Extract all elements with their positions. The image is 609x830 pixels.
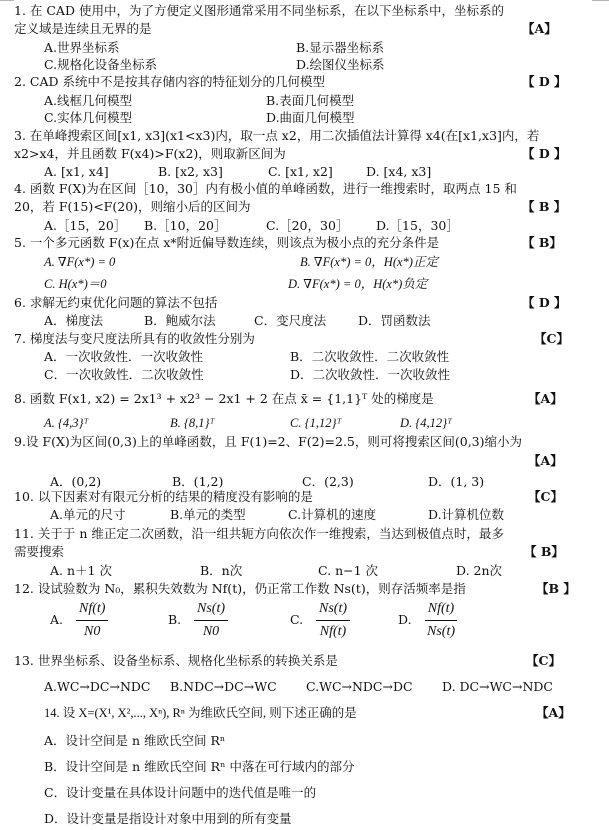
q5-answer: 【 B】 (522, 235, 562, 250)
q1-option-c: C.规格化设备坐标系 (44, 57, 158, 72)
q13-option-d: D. DC→WC→NDC (442, 679, 553, 694)
q6-answer: 【 D 】 (522, 295, 567, 310)
q12-option-a-fraction (76, 600, 108, 641)
q4-option-d: D.［15，30］ (376, 218, 459, 233)
q13-option-a: A.WC→DC→NDC (44, 679, 151, 694)
denominator: Nf(t) (319, 624, 347, 639)
q5-option-a: A. ∇F(x*) = 0 (44, 255, 116, 269)
q8-option-b: B. {8,1}ᵀ (170, 416, 215, 430)
q10-option-d: D.计算机位数 (428, 507, 505, 522)
q1-option-b: B.显示器坐标系 (296, 40, 385, 55)
q6-option-b: B．鲍威尔法 (144, 313, 216, 328)
q1-option-d: D.绘图仪坐标系 (296, 57, 385, 72)
q2-answer: 【 D 】 (522, 74, 567, 89)
page-edge-left (0, 0, 14, 1)
q14-option-c: C．设计变量在具体设计问题中的迭代值是唯一的 (44, 785, 317, 800)
q7-answer: 【C】 (534, 331, 569, 346)
numerator: Ns(t) (316, 600, 350, 621)
q7-option-d: D．二次收敛性．一次收敛性 (290, 367, 451, 382)
q11-option-b: B．n次 (200, 563, 243, 578)
q2-option-b: B.表面几何模型 (266, 93, 355, 108)
q7-option-b: B．二次收敛性．二次收敛性 (290, 349, 450, 364)
q6-option-d: D．罚函数法 (358, 313, 431, 328)
q14-stem: 14. 设 X=(X¹, X²,..., Xⁿ), Rⁿ 为维欧氏空间, 则下述正确的是 (44, 706, 357, 720)
q1-stem-line1: 1. 在 CAD 使用中，为了方便定义图形通常采用不同坐标系，在以下坐标系中，坐标系的 (14, 3, 504, 18)
q12-option-b-label: B. (168, 612, 182, 627)
q4-option-c: C.［20，30］ (266, 218, 349, 233)
q8-answer: 【A】 (528, 391, 563, 406)
q3-answer: 【 D 】 (522, 146, 567, 161)
numerator: Nf(t) (76, 600, 108, 621)
q10-option-c: C.计算机的速度 (288, 507, 377, 522)
q9-option-b: B．(1,2) (172, 474, 224, 489)
q2-stem: 2. CAD 系统中不是按其存储内容的特征划分的几何模型 (14, 74, 325, 89)
q6-option-a: A．梯度法 (44, 313, 104, 328)
q13-answer: 【C】 (526, 653, 561, 668)
q3-option-c: C. [x1, x2] (268, 164, 333, 179)
q12-option-c-fraction (316, 600, 350, 641)
q11-option-c: C. n−1 次 (318, 563, 379, 578)
q3-option-d: D. [x4, x3] (366, 164, 432, 179)
q9-stem: 9.设 F(X)为区间(0,3)上的单峰函数，且 F(1)=2、F(2)=2.5，则可将搜索区间(0,3)缩小为 (14, 434, 523, 449)
q13-stem: 13. 世界坐标系、设备坐标系、规格化坐标系的转换关系是 (14, 653, 338, 668)
q7-stem: 7. 梯度法与变尺度法所具有的收敛性分别为 (14, 331, 255, 346)
q10-option-b: B.单元的类型 (170, 507, 246, 522)
page-edge-right (592, 0, 609, 1)
q4-answer: 【 B 】 (522, 199, 567, 214)
q3-option-b: B. [x2, x3] (158, 164, 223, 179)
q12-answer: 【B 】 (536, 581, 576, 596)
q12-option-b-fraction (194, 600, 228, 641)
q7-option-a: A．一次收敛性．一次收敛性 (44, 349, 204, 364)
q2-option-c: C.实体几何模型 (44, 110, 133, 125)
q3-option-a: A. [x1, x4] (44, 164, 109, 179)
q14-answer: 【A】 (536, 705, 571, 720)
q4-stem-line2: 20，若 F(15)<F(20)，则缩小后的区间为 (14, 199, 251, 214)
q10-answer: 【C】 (528, 489, 563, 504)
q8-option-a: A. {4,3}ᵀ (44, 416, 89, 430)
q7-option-c: C．一次收敛性．二次收敛性 (44, 367, 204, 382)
q13-option-b: B.NDC→DC→WC (170, 679, 277, 694)
denominator: N0 (202, 624, 220, 639)
q4-option-a: A.［15，20］ (44, 218, 127, 233)
q6-option-c: C．变尺度法 (254, 313, 327, 328)
q5-option-b: B. ∇F(x*) = 0，H(x*)正定 (300, 255, 438, 269)
q11-option-d: D. 2n次 (456, 563, 503, 578)
q8-option-c: C. {1,12}ᵀ (290, 416, 342, 430)
q14-option-a: A．设计空间是 n 维欧氏空间 Rⁿ (44, 733, 226, 748)
q9-option-c: C．(2,3) (302, 474, 354, 489)
q8-stem: 8. 函数 F(x1, x2) = 2x1³ + x2³ − 2x1 + 2 在点 x̄ = {1,1}ᵀ 处的梯度是 (14, 391, 434, 406)
q10-stem: 10. 以下因素对有限元分析的结果的精度没有影响的是 (14, 489, 313, 504)
q12-option-c-label: C. (290, 612, 304, 627)
numerator: Nf(t) (425, 600, 457, 621)
q8-option-d: D. {4,12}ᵀ (400, 416, 452, 430)
q2-option-d: D.曲面几何模型 (266, 110, 355, 125)
q4-stem-line1: 4. 函数 F(X)为在区间［10，30］内有极小值的单峰函数，进行一维搜索时，取两点 15 和 (14, 181, 517, 196)
q1-stem-line2: 定义域是连续且无界的是 (14, 21, 152, 36)
q4-option-b: B.［10，20］ (144, 218, 227, 233)
q3-stem-line2: x2>x4，并且函数 F(x4)>F(x2)，则取新区间为 (14, 146, 286, 161)
q6-stem: 6. 求解无约束优化问题的算法不包括 (14, 295, 218, 310)
q12-option-d-label: D. (398, 612, 412, 627)
denominator: N0 (84, 624, 101, 639)
q9-option-a: A．(0,2) (50, 474, 102, 489)
numerator: Ns(t) (194, 600, 228, 621)
q5-option-c: C. H(x*)＝0 (44, 277, 107, 291)
q10-option-a: A.单元的尺寸 (50, 507, 126, 522)
q9-answer: 【A】 (528, 453, 563, 468)
q11-option-a: A. n＋1 次 (50, 563, 112, 578)
q9-option-d: D．(1, 3) (428, 474, 485, 489)
q11-stem-line1: 11. 关于于 n 维正定二次函数，沿一组共轭方向依次作一维搜索，当达到极值点时，最多 (14, 526, 504, 541)
denominator: Ns(t) (427, 624, 455, 639)
q1-option-a: A.世界坐标系 (44, 40, 120, 55)
q11-answer: 【 B】 (524, 544, 564, 559)
q5-stem: 5. 一个多元函数 F(x)在点 x*附近偏导数连续，则该点为极小点的充分条件是 (14, 235, 440, 250)
q12-stem: 12. 设试验数为 N₀，累积失效数为 Nf(t)，仍正常工作数 Ns(t)，则存活频率是指 (14, 581, 466, 596)
q13-option-c: C.WC→NDC→DC (306, 679, 413, 694)
q14-option-b: B．设计空间是 n 维欧氏空间 Rⁿ 中落在可行域内的部分 (44, 759, 355, 774)
q12-option-a-label: A. (50, 612, 64, 627)
q12-option-d-fraction (424, 600, 458, 641)
q1-answer: 【A】 (522, 21, 557, 36)
q2-option-a: A.线框几何模型 (44, 93, 133, 108)
q11-stem-line2: 需要搜索 (14, 544, 65, 559)
q14-option-d: D．设计变量是指设计对象中用到的所有变量 (44, 811, 292, 826)
q5-option-d: D. ∇F(x*) = 0，H(x*)负定 (288, 277, 428, 291)
q3-stem-line1: 3. 在单峰搜索区间[x1, x3](x1<x3)内，取一点 x2，用二次插值法计算得 x4(在[x1,x3]内，若 (14, 128, 540, 143)
